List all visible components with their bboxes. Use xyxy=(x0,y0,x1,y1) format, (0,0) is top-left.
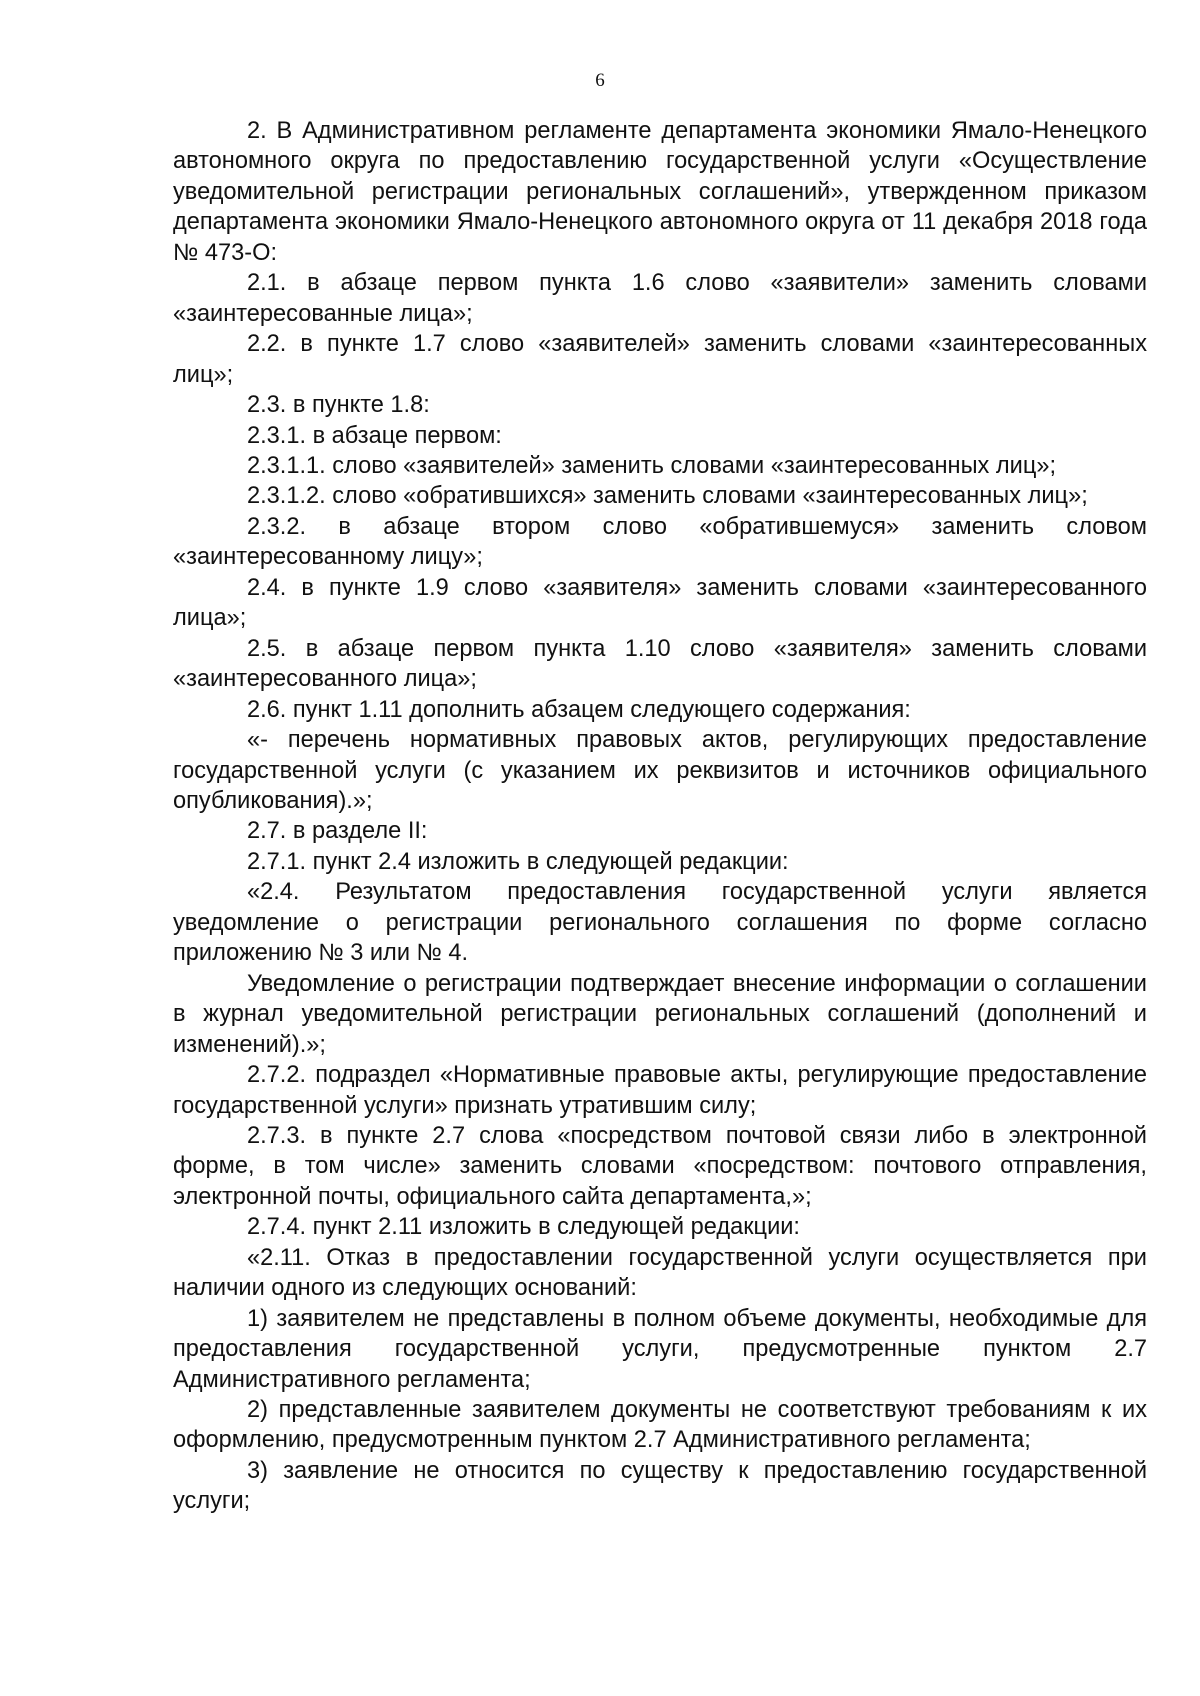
paragraph: 2. В Административном регламенте департамента экономики Ямало-Ненецкого автономного округа по предоставлению государственной услуги «Осуществление уведомительной регистрации региональных соглашений», утвержденном приказом департамента экономики Ямало-Ненецкого автономного округа от 11 декабря 2018 года № 473-О: xyxy=(173,118,1147,266)
paragraph: 2.3.1.2. слово «обратившихся» заменить словами «заинтересованных лиц»; xyxy=(247,483,1088,510)
paragraph: 2.7.4. пункт 2.11 изложить в следующей редакции: xyxy=(247,1214,800,1241)
paragraph: 3) заявление не относится по существу к предоставлению государственной услуги; xyxy=(173,1457,1147,1515)
paragraph: 2.5. в абзаце первом пункта 1.10 слово «заявителя» заменить словами «заинтересованного лица»; xyxy=(173,635,1147,693)
paragraph: 2.7. в разделе II: xyxy=(247,818,428,845)
paragraph: «2.4. Результатом предоставления государственной услуги является уведомление о регистрации регионального соглашения по форме согласно приложению № 3 или № 4. xyxy=(173,879,1147,967)
paragraph: 1) заявителем не представлены в полном объеме документы, необходимые для предоставления государственной услуги, предусмотренные пунктом 2.7 Административного регламента; xyxy=(173,1305,1147,1393)
paragraph: «- перечень нормативных правовых актов, регулирующих предоставление государственной услуги (с указанием их реквизитов и источников официального опубликования).»; xyxy=(173,727,1147,814)
paragraph: 2.7.3. в пункте 2.7 слова «посредством почтовой связи либо в электронной форме, в том числе» заменить словами «посредством: почтового отправления, электронной почты, официального сайта департамента,»; xyxy=(173,1122,1147,1210)
paragraph: 2.3.1.1. слово «заявителей» заменить словами «заинтересованных лиц»; xyxy=(247,452,1057,479)
paragraph: «2.11. Отказ в предоставлении государственной услуги осуществляется при наличии одного из следующих оснований: xyxy=(173,1244,1147,1302)
document-body xyxy=(173,116,1147,1517)
page-number: 6 xyxy=(595,70,605,91)
paragraph: Уведомление о регистрации подтверждает внесение информации о соглашении в журнал уведомительной регистрации региональных соглашений (дополнений и изменений).»; xyxy=(173,970,1147,1058)
paragraph: 2.1. в абзаце первом пункта 1.6 слово «заявители» заменить словами «заинтересованные лица»; xyxy=(173,270,1147,327)
paragraph: 2.3. в пункте 1.8: xyxy=(247,392,430,419)
paragraph: 2) представленные заявителем документы не соответствуют требованиям к их оформлению, предусмотренным пунктом 2.7 Административного регламента; xyxy=(173,1397,1147,1454)
paragraph: 2.7.1. пункт 2.4 изложить в следующей редакции: xyxy=(247,848,789,875)
paragraph: 2.3.1. в абзаце первом: xyxy=(247,422,502,449)
paragraph: 2.4. в пункте 1.9 слово «заявителя» заменить словами «заинтересованного лица»; xyxy=(173,574,1147,632)
paragraph: 2.7.2. подраздел «Нормативные правовые акты, регулирующие предоставление государственной услуги» признать утратившим силу; xyxy=(173,1062,1147,1119)
paragraph: 2.6. пункт 1.11 дополнить абзацем следующего содержания: xyxy=(247,696,911,723)
paragraph: 2.2. в пункте 1.7 слово «заявителей» заменить словами «заинтересованных лиц»; xyxy=(173,331,1147,388)
paragraph: 2.3.2. в абзаце втором слово «обратившемуся» заменить словом «заинтересованному лицу»; xyxy=(173,513,1147,571)
